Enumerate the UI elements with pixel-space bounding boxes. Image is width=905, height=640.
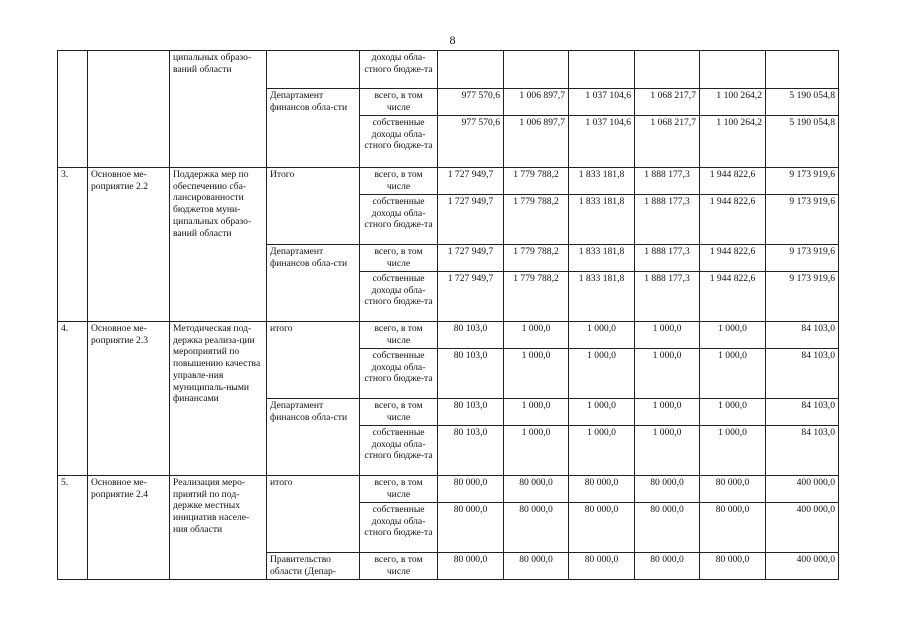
value-cell: 977 570,6 [438, 89, 504, 116]
value-cell: 1 068 217,7 [635, 116, 700, 168]
value-cell: 80 000,0 [504, 503, 569, 553]
row-number: 5. [58, 476, 88, 580]
value-cell: 1 888 177,3 [635, 168, 700, 195]
value-cell: 80 000,0 [700, 476, 766, 503]
value-cell: 1 006 897,7 [504, 116, 569, 168]
value-cell: 1 068 217,7 [635, 89, 700, 116]
value-cell: 1 006 897,7 [504, 89, 569, 116]
value-cell: 1 000,0 [700, 322, 766, 349]
value-cell: 84 103,0 [766, 399, 839, 426]
value-cell: 1 727 949,7 [438, 272, 504, 322]
funding-source: всего, в том числе [360, 168, 438, 195]
funding-source: доходы обла-стного бюдже-та [360, 51, 438, 89]
value-cell: 1 779 788,2 [504, 245, 569, 272]
funding-source: всего, в том числе [360, 476, 438, 503]
value-cell: 80 103,0 [438, 322, 504, 349]
value-cell: 9 173 919,6 [766, 272, 839, 322]
value-cell: 1 000,0 [569, 322, 635, 349]
value-cell: 1 000,0 [700, 349, 766, 399]
budget-table [57, 50, 839, 580]
value-cell: 1 727 949,7 [438, 195, 504, 245]
value-cell: 1 888 177,3 [635, 272, 700, 322]
value-cell: 1 000,0 [635, 349, 700, 399]
value-cell: 1 888 177,3 [635, 245, 700, 272]
value-cell: 84 103,0 [766, 426, 839, 476]
value-cell: 1 000,0 [700, 399, 766, 426]
value-cell: 80 000,0 [504, 553, 569, 580]
funding-source: всего, в том числе [360, 322, 438, 349]
measure-status: Основное ме-роприятие 2.3 [88, 322, 170, 476]
value-cell: 1 000,0 [504, 399, 569, 426]
table-row [58, 322, 839, 349]
measure-status: Основное ме-роприятие 2.2 [88, 168, 170, 322]
value-cell: 5 190 054,8 [766, 89, 839, 116]
value-cell: 1 944 822,6 [700, 168, 766, 195]
funding-source: всего, в том числе [360, 89, 438, 116]
value-cell: 1 779 788,2 [504, 168, 569, 195]
executor: итого [267, 322, 360, 399]
value-cell: 9 173 919,6 [766, 195, 839, 245]
value-cell: 1 727 949,7 [438, 168, 504, 195]
value-cell: 1 000,0 [700, 426, 766, 476]
funding-source: собственные доходы обла-стного бюдже-та [360, 116, 438, 168]
executor: Департамент финансов обла-сти [267, 399, 360, 476]
funding-source: собственные доходы обла-стного бюдже-та [360, 349, 438, 399]
measure-status: Основное ме-роприятие 2.4 [88, 476, 170, 580]
executor: Правительство области (Депар- [267, 553, 360, 580]
table-row [58, 168, 839, 195]
funding-source: всего, в том числе [360, 553, 438, 580]
value-cell: 1 000,0 [504, 426, 569, 476]
value-cell: 1 100 264,2 [700, 89, 766, 116]
value-cell: 80 103,0 [438, 426, 504, 476]
value-cell: 1 779 788,2 [504, 195, 569, 245]
value-cell: 1 000,0 [569, 349, 635, 399]
value-cell: 1 000,0 [504, 349, 569, 399]
value-cell: 1 779 788,2 [504, 272, 569, 322]
funding-source: собственные доходы обла-стного бюдже-та [360, 503, 438, 553]
value-cell: 80 000,0 [504, 476, 569, 503]
value-cell: 1 000,0 [569, 426, 635, 476]
measure-name: Реализация меро-приятий по под-держке местных инициатив населе-ния области [170, 476, 267, 580]
executor: Департамент финансов обла-сти [267, 245, 360, 322]
value-cell: 80 000,0 [635, 503, 700, 553]
value-cell: 1 944 822,6 [700, 272, 766, 322]
value-cell: 400 000,0 [766, 476, 839, 503]
page-number: 8 [449, 33, 456, 47]
value-cell: 1 000,0 [635, 322, 700, 349]
value-cell: 80 000,0 [635, 553, 700, 580]
value-cell: 80 000,0 [700, 553, 766, 580]
value-cell: 1 100 264,2 [700, 116, 766, 168]
funding-source: всего, в том числе [360, 399, 438, 426]
measure-status [88, 51, 170, 168]
value-cell [504, 51, 569, 89]
row-number [58, 51, 88, 168]
measure-name: ципальных образо-ваний области [170, 51, 267, 168]
value-cell: 1 833 181,8 [569, 168, 635, 195]
value-cell: 1 727 949,7 [438, 245, 504, 272]
value-cell: 1 833 181,8 [569, 195, 635, 245]
executor: Департамент финансов обла-сти [267, 89, 360, 168]
executor [267, 51, 360, 89]
value-cell: 80 000,0 [635, 476, 700, 503]
value-cell: 1 000,0 [504, 322, 569, 349]
value-cell [569, 51, 635, 89]
executor: Итого [267, 168, 360, 245]
value-cell: 80 000,0 [569, 503, 635, 553]
value-cell: 1 833 181,8 [569, 272, 635, 322]
executor: итого [267, 476, 360, 553]
funding-source: собственные доходы обла-стного бюдже-та [360, 272, 438, 322]
value-cell: 80 103,0 [438, 399, 504, 426]
value-cell: 1 037 104,6 [569, 89, 635, 116]
value-cell: 1 000,0 [569, 399, 635, 426]
value-cell [766, 51, 839, 89]
value-cell [700, 51, 766, 89]
value-cell: 80 000,0 [438, 553, 504, 580]
value-cell: 80 000,0 [569, 553, 635, 580]
value-cell: 5 190 054,8 [766, 116, 839, 168]
value-cell: 1 037 104,6 [569, 116, 635, 168]
value-cell [635, 51, 700, 89]
row-number: 3. [58, 168, 88, 322]
value-cell: 1 000,0 [635, 399, 700, 426]
value-cell: 1 888 177,3 [635, 195, 700, 245]
value-cell: 977 570,6 [438, 116, 504, 168]
value-cell: 400 000,0 [766, 503, 839, 553]
value-cell: 80 000,0 [438, 503, 504, 553]
table-row [58, 476, 839, 503]
value-cell: 84 103,0 [766, 349, 839, 399]
value-cell: 80 000,0 [569, 476, 635, 503]
value-cell [438, 51, 504, 89]
value-cell: 1 944 822,6 [700, 245, 766, 272]
funding-source: собственные доходы обла-стного бюдже-та [360, 426, 438, 476]
value-cell: 80 000,0 [438, 476, 504, 503]
value-cell: 400 000,0 [766, 553, 839, 580]
value-cell: 1 944 822,6 [700, 195, 766, 245]
funding-source: всего, в том числе [360, 245, 438, 272]
funding-source: собственные доходы обла-стного бюдже-та [360, 195, 438, 245]
measure-name: Методическая под-держка реализа-ции мероприятий по повышению качества управле-ния муниципаль-ными финансами [170, 322, 267, 476]
table-row [58, 51, 839, 89]
value-cell: 9 173 919,6 [766, 245, 839, 272]
value-cell: 84 103,0 [766, 322, 839, 349]
measure-name: Поддержка мер по обеспечению сба-лансированности бюджетов муни-ципальных образо-ваний области [170, 168, 267, 322]
value-cell: 80 103,0 [438, 349, 504, 399]
value-cell: 80 000,0 [700, 503, 766, 553]
row-number: 4. [58, 322, 88, 476]
value-cell: 1 000,0 [635, 426, 700, 476]
value-cell: 9 173 919,6 [766, 168, 839, 195]
value-cell: 1 833 181,8 [569, 245, 635, 272]
